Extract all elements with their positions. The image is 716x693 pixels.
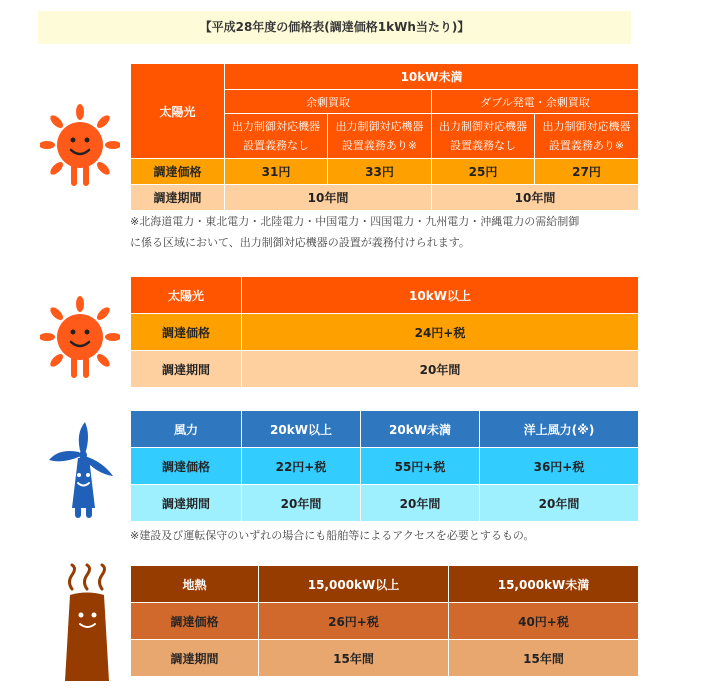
- price-cell: 22円+税: [242, 448, 361, 485]
- solar-small-table: [130, 63, 639, 211]
- period-cell: 15年間: [259, 640, 449, 677]
- price-cell: 55円+税: [361, 448, 480, 485]
- price-cell: 24円+税: [242, 314, 639, 351]
- geothermal-icon: [60, 563, 115, 685]
- price-cell: 31円: [225, 159, 328, 185]
- price-cell: 27円: [535, 159, 639, 185]
- page-title: 【平成28年度の価格表(調達価格1kWh当たり)】: [38, 11, 631, 44]
- price-cell: 33円: [328, 159, 432, 185]
- price-label: 調達価格: [131, 159, 225, 185]
- wind-table: [130, 410, 639, 522]
- capacity-header: 20kW未満: [361, 411, 480, 448]
- capacity-header: 15,000kW未満: [449, 566, 639, 603]
- price-cell: 26円+税: [259, 603, 449, 640]
- period-cell: 20年間: [480, 485, 639, 522]
- geothermal-label: 地熱: [131, 566, 259, 603]
- solar-note: ※北海道電力・東北電力・北陸電力・中国電力・四国電力・九州電力・沖縄電力の需給制御 に係る区域において、出力制御対応機器の設置が義務付けられます。: [130, 215, 580, 249]
- sun-icon: [40, 100, 120, 195]
- price-label: 調達価格: [131, 314, 242, 351]
- sub-header: 出力制御対応機器 設置義務あり※: [535, 114, 639, 159]
- capacity-header: 15,000kW以上: [259, 566, 449, 603]
- sub-header: 出力制御対応機器 設置義務あり※: [328, 114, 432, 159]
- solar-label: 太陽光: [131, 64, 225, 159]
- period-label: 調達期間: [131, 640, 259, 677]
- period-cell: 20年間: [361, 485, 480, 522]
- sub-header: 出力制御対応機器 設置義務なし: [225, 114, 328, 159]
- capacity-header: 洋上風力(※): [480, 411, 639, 448]
- wind-turbine-icon: [45, 420, 120, 525]
- period-cell: 10年間: [432, 185, 639, 211]
- period-cell: 15年間: [449, 640, 639, 677]
- period-cell: 20年間: [242, 485, 361, 522]
- period-cell: 20年間: [242, 351, 639, 388]
- capacity-header: 10kW以上: [242, 277, 639, 314]
- wind-note: ※建設及び運転保守のいずれの場合にも船舶等によるアクセスを必要とするもの。: [130, 529, 535, 542]
- sub-header: 出力制御対応機器 設置義務なし: [432, 114, 535, 159]
- group-header: ダブル発電・余剰買取: [432, 90, 639, 114]
- capacity-header: 10kW未満: [225, 64, 639, 90]
- period-label: 調達期間: [131, 485, 242, 522]
- price-cell: 40円+税: [449, 603, 639, 640]
- solar-large-table: [130, 276, 639, 388]
- period-label: 調達期間: [131, 351, 242, 388]
- price-label: 調達価格: [131, 448, 242, 485]
- wind-label: 風力: [131, 411, 242, 448]
- price-cell: 25円: [432, 159, 535, 185]
- capacity-header: 20kW以上: [242, 411, 361, 448]
- price-label: 調達価格: [131, 603, 259, 640]
- group-header: 余剰買取: [225, 90, 432, 114]
- period-label: 調達期間: [131, 185, 225, 211]
- geothermal-table: [130, 565, 639, 677]
- price-cell: 36円+税: [480, 448, 639, 485]
- solar-label: 太陽光: [131, 277, 242, 314]
- period-cell: 10年間: [225, 185, 432, 211]
- sun-icon: [40, 292, 120, 387]
